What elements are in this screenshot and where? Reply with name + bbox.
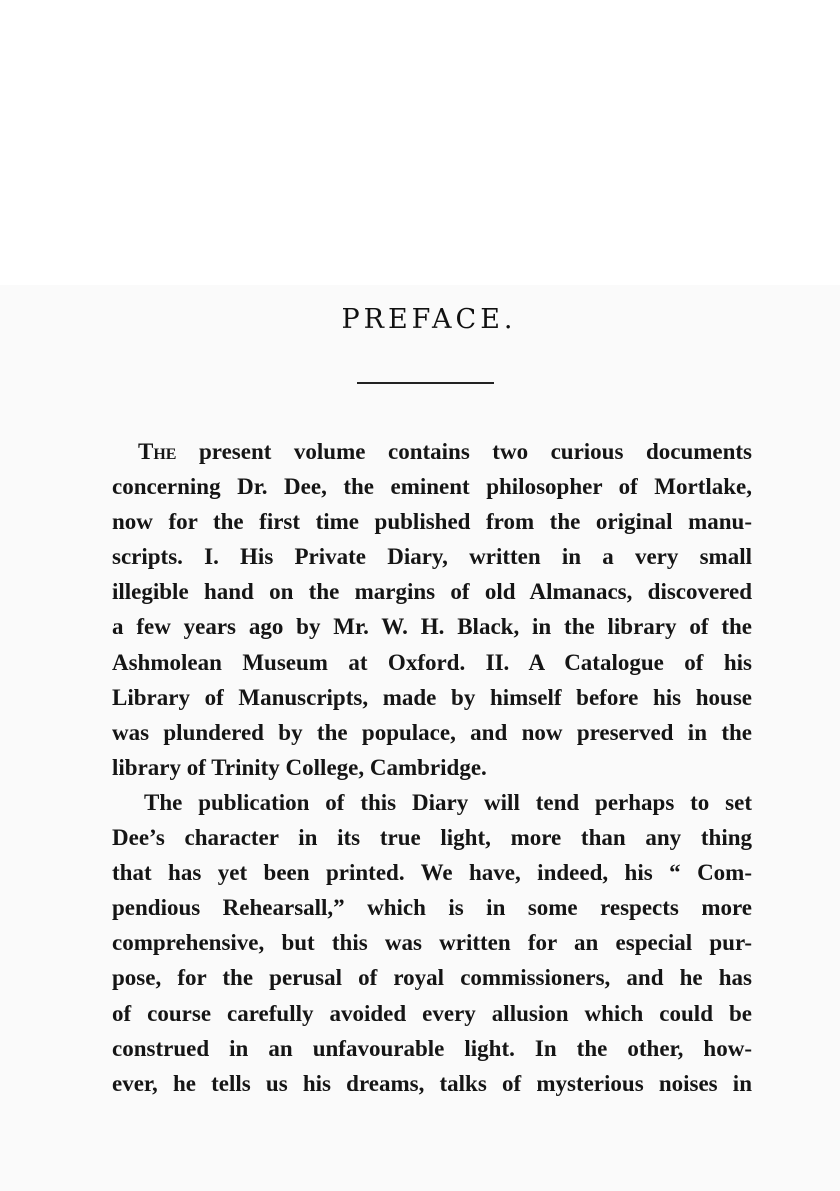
preface-body (112, 434, 752, 1101)
text-line: now for the first time published from the original manu- (112, 509, 752, 535)
text-line: comprehensive, but this was written for an especial pur- (112, 930, 752, 956)
preface-heading: PREFACE. (341, 304, 517, 335)
text-line: was plundered by the populace, and now preserved in the (112, 719, 752, 745)
text-line: The present volume contains two curious documents (138, 439, 753, 464)
text-line: a few years ago by Mr. W. H. Black, in the library of the (112, 614, 752, 640)
lead-word: The (138, 439, 177, 464)
text-line: ever, he tells us his dreams, talks of mysterious noises in (112, 1070, 752, 1096)
text-line: construed in an unfavourable light. In the other, how- (112, 1035, 752, 1061)
text-line: pendious Rehearsall,” which is in some respects more (112, 895, 752, 921)
text-line: concerning Dr. Dee, the eminent philosopher of Mortlake, (112, 474, 752, 500)
text-line: that has yet been printed. We have, indeed, his “ Com- (112, 860, 752, 886)
text-line: illegible hand on the margins of old Almanacs, discovered (112, 579, 752, 605)
text-line: scripts. I. His Private Diary, written in a very small (112, 544, 752, 570)
text-line: Library of Manuscripts, made by himself before his house (112, 684, 752, 710)
text-line: of course carefully avoided every allusion which could be (112, 1000, 752, 1026)
text-line: Ashmolean Museum at Oxford. II. A Catalogue of his (112, 649, 752, 675)
text-line: pose, for the perusal of royal commissioners, and he has (112, 965, 752, 991)
text-line: The publication of this Diary will tend perhaps to set (144, 789, 752, 815)
heading-rule (357, 382, 494, 384)
text-line: Dee’s character in its true light, more than any thing (112, 825, 752, 851)
text-line: library of Trinity College, Cambridge. (112, 754, 487, 780)
